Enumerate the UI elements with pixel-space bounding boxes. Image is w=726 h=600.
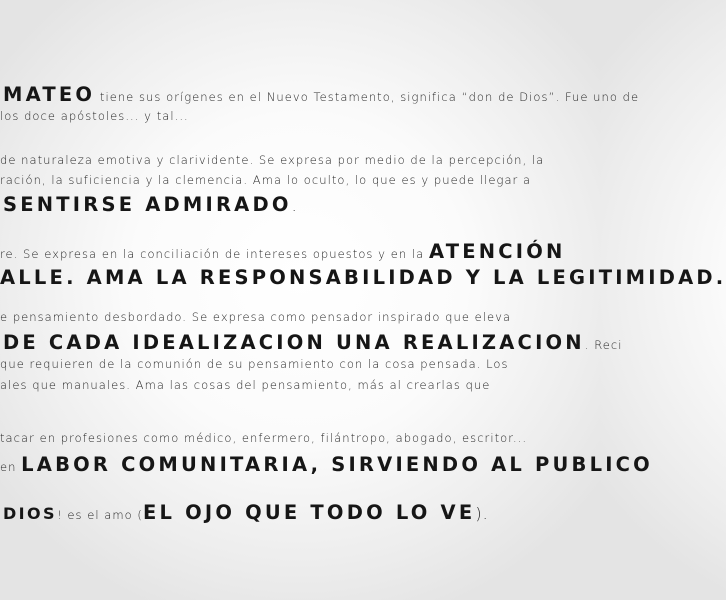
line-13 — [0, 453, 653, 476]
line-8 — [0, 310, 511, 324]
line-10-text: que requieren de la comunión de su pensamiento con la cosa pensada. Los — [0, 357, 509, 371]
line-5-after: . — [291, 196, 298, 215]
line-14 — [3, 501, 489, 524]
line-13-text: en — [0, 460, 22, 474]
line-11-text: ales que manuales. Ama las cosas del pensamiento, más al crearlas que — [0, 378, 491, 392]
highlight-responsabilidad: ALLE. AMA LA RESPONSABILIDAD Y LA LEGITIMIDAD. — [0, 266, 726, 289]
line-2-text: los doce apóstoles... y tal... — [0, 109, 189, 123]
line-6 — [0, 240, 566, 263]
line-3 — [0, 153, 544, 167]
highlight-admirado: SENTIRSE ADMIRADO — [3, 193, 292, 216]
line-2 — [0, 109, 189, 123]
highlight-atencion: ATENCIÓN — [428, 240, 566, 263]
line-9-after: . Reci — [584, 338, 623, 352]
line-8-text: e pensamiento desbordado. Se expresa como pensador inspirado que eleva — [0, 310, 512, 324]
line-12 — [0, 431, 527, 445]
line-14-end: ). — [475, 504, 489, 523]
line-11 — [0, 378, 490, 392]
line-4-text: ración, la suficiencia y la clemencia. Ama lo oculto, lo que es y puede llegar a — [0, 173, 532, 187]
line-1-text: tiene sus orígenes en el Nuevo Testamento, significa “don de Dios”. Fue uno de — [95, 90, 640, 104]
line-7 — [0, 266, 726, 289]
highlight-ojo: EL OJO QUE TODO LO VE — [142, 501, 476, 524]
line-1 — [3, 83, 639, 106]
line-6-text: re. Se expresa en la conciliación de intereses opuestos y en la — [0, 247, 429, 261]
highlight-dios: DIOS — [3, 504, 57, 523]
line-3-text: de naturaleza emotiva y clarividente. Se expresa por medio de la percepción, la — [0, 153, 545, 167]
line-12-text: tacar en profesiones como médico, enfermero, filántropo, abogado, escritor... — [0, 431, 528, 445]
line-10 — [0, 357, 509, 371]
highlight-labor: LABOR COMUNITARIA, SIRVIENDO AL PUBLICO — [21, 453, 653, 476]
line-14-middle: ! es el amo ( — [56, 508, 143, 522]
name-heading: MATEO — [3, 83, 96, 106]
line-9 — [3, 331, 623, 354]
line-5 — [3, 193, 298, 216]
line-4 — [0, 173, 531, 187]
highlight-idealizacion: DE CADA IDEALIZACION UNA REALIZACION — [3, 331, 585, 354]
